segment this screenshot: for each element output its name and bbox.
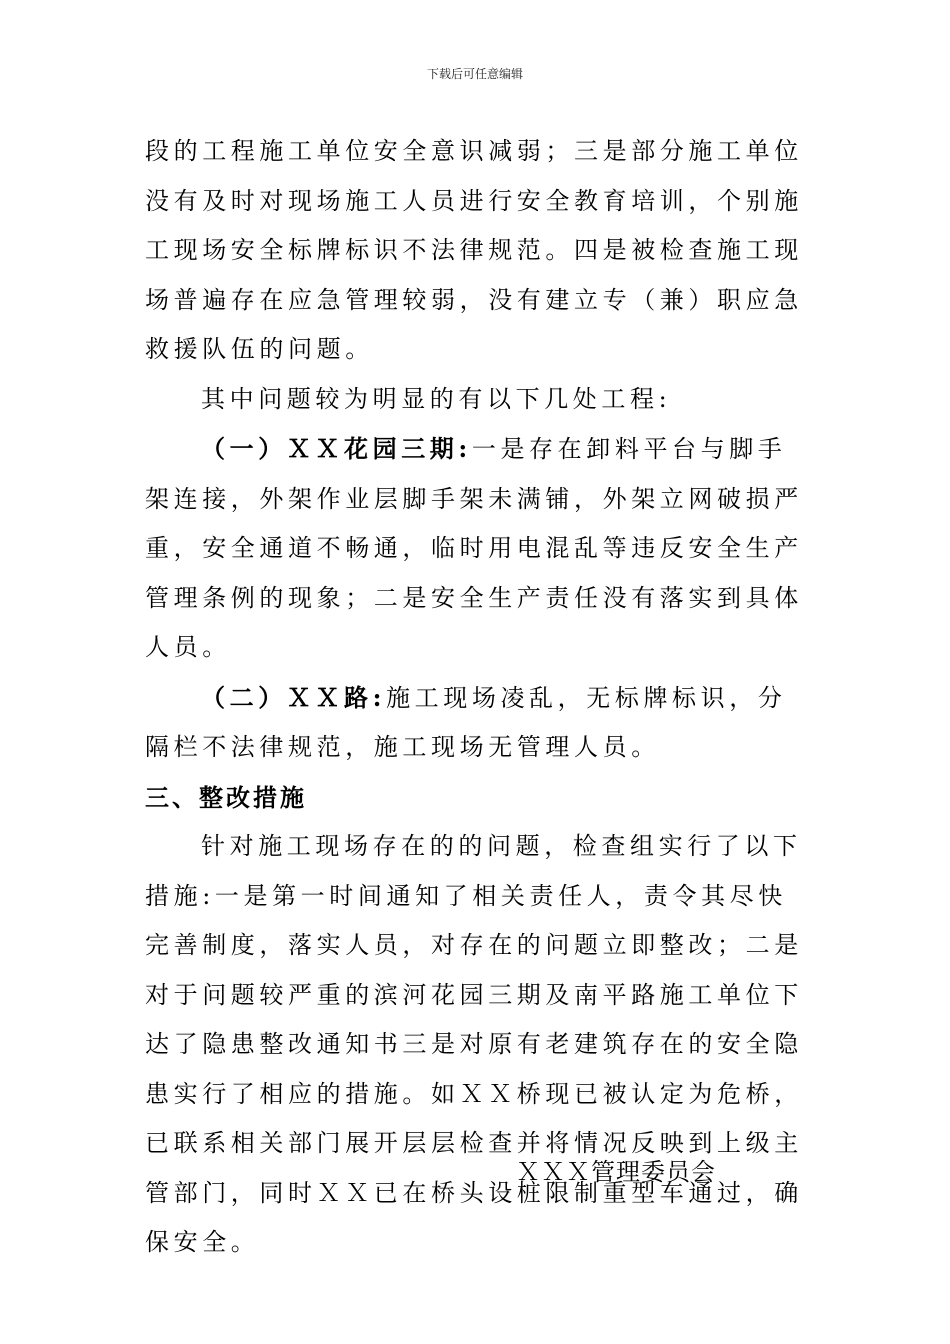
page-header-note: 下载后可任意编辑 xyxy=(426,67,523,81)
paragraph-issues-continued: 段的工程施工单位安全意识减弱；三是部分施工单位没有及时对现场施工人员进行安全教育培训，个别施工现场安全标牌标识不法律规范。四是被检查施工现场普遍存在应急管理较弱，没有建立专（兼）职应急救援队伍的问题。 xyxy=(145,137,803,363)
project-two-label: （二）ＸＸ路: xyxy=(201,682,387,712)
paragraph-rectification-measures: 针对施工现场存在的的问题，检查组实行了以下措施:一是第一时间通知了相关责任人，责令其尽快完善制度，落实人员，对存在的问题立即整改；二是对于问题较严重的滨河花园三期及南平路施工单位下达了隐患整改通知书三是对原有老建筑存在的安全隐患实行了相应的措施。如ＸＸ桥现已被认定为危桥，已联系相关部门展开层层检查并将情况反映到上级主管部门，同时ＸＸ已在桥头设桩限制重型车通过，确保安全。 xyxy=(145,832,803,1256)
paragraph-project-one xyxy=(145,424,810,673)
signature-organization: ＸＸＸ管理委员会 xyxy=(516,1158,716,1186)
paragraph-notable-projects-intro: 其中问题较为明显的有以下几处工程: xyxy=(201,384,672,413)
section-heading-rectification: 三、整改措施 xyxy=(145,782,307,812)
paragraph-project-two xyxy=(145,673,810,773)
project-one-label: （一）ＸＸ花园三期: xyxy=(201,434,472,463)
project-one-text: 一是存在卸料平台与脚手架连接，外架作业层脚手架未满铺，外架立网破损严重，安全通道不畅通，临时用电混乱等违反安全生产管理条例的现象；二是安全生产责任没有落实到具体人员。 xyxy=(145,435,803,661)
document-body xyxy=(145,127,810,1268)
project-two-text: 施工现场凌乱，无标牌标识，分隔栏不法律规范，施工现场无管理人员。 xyxy=(145,683,787,761)
